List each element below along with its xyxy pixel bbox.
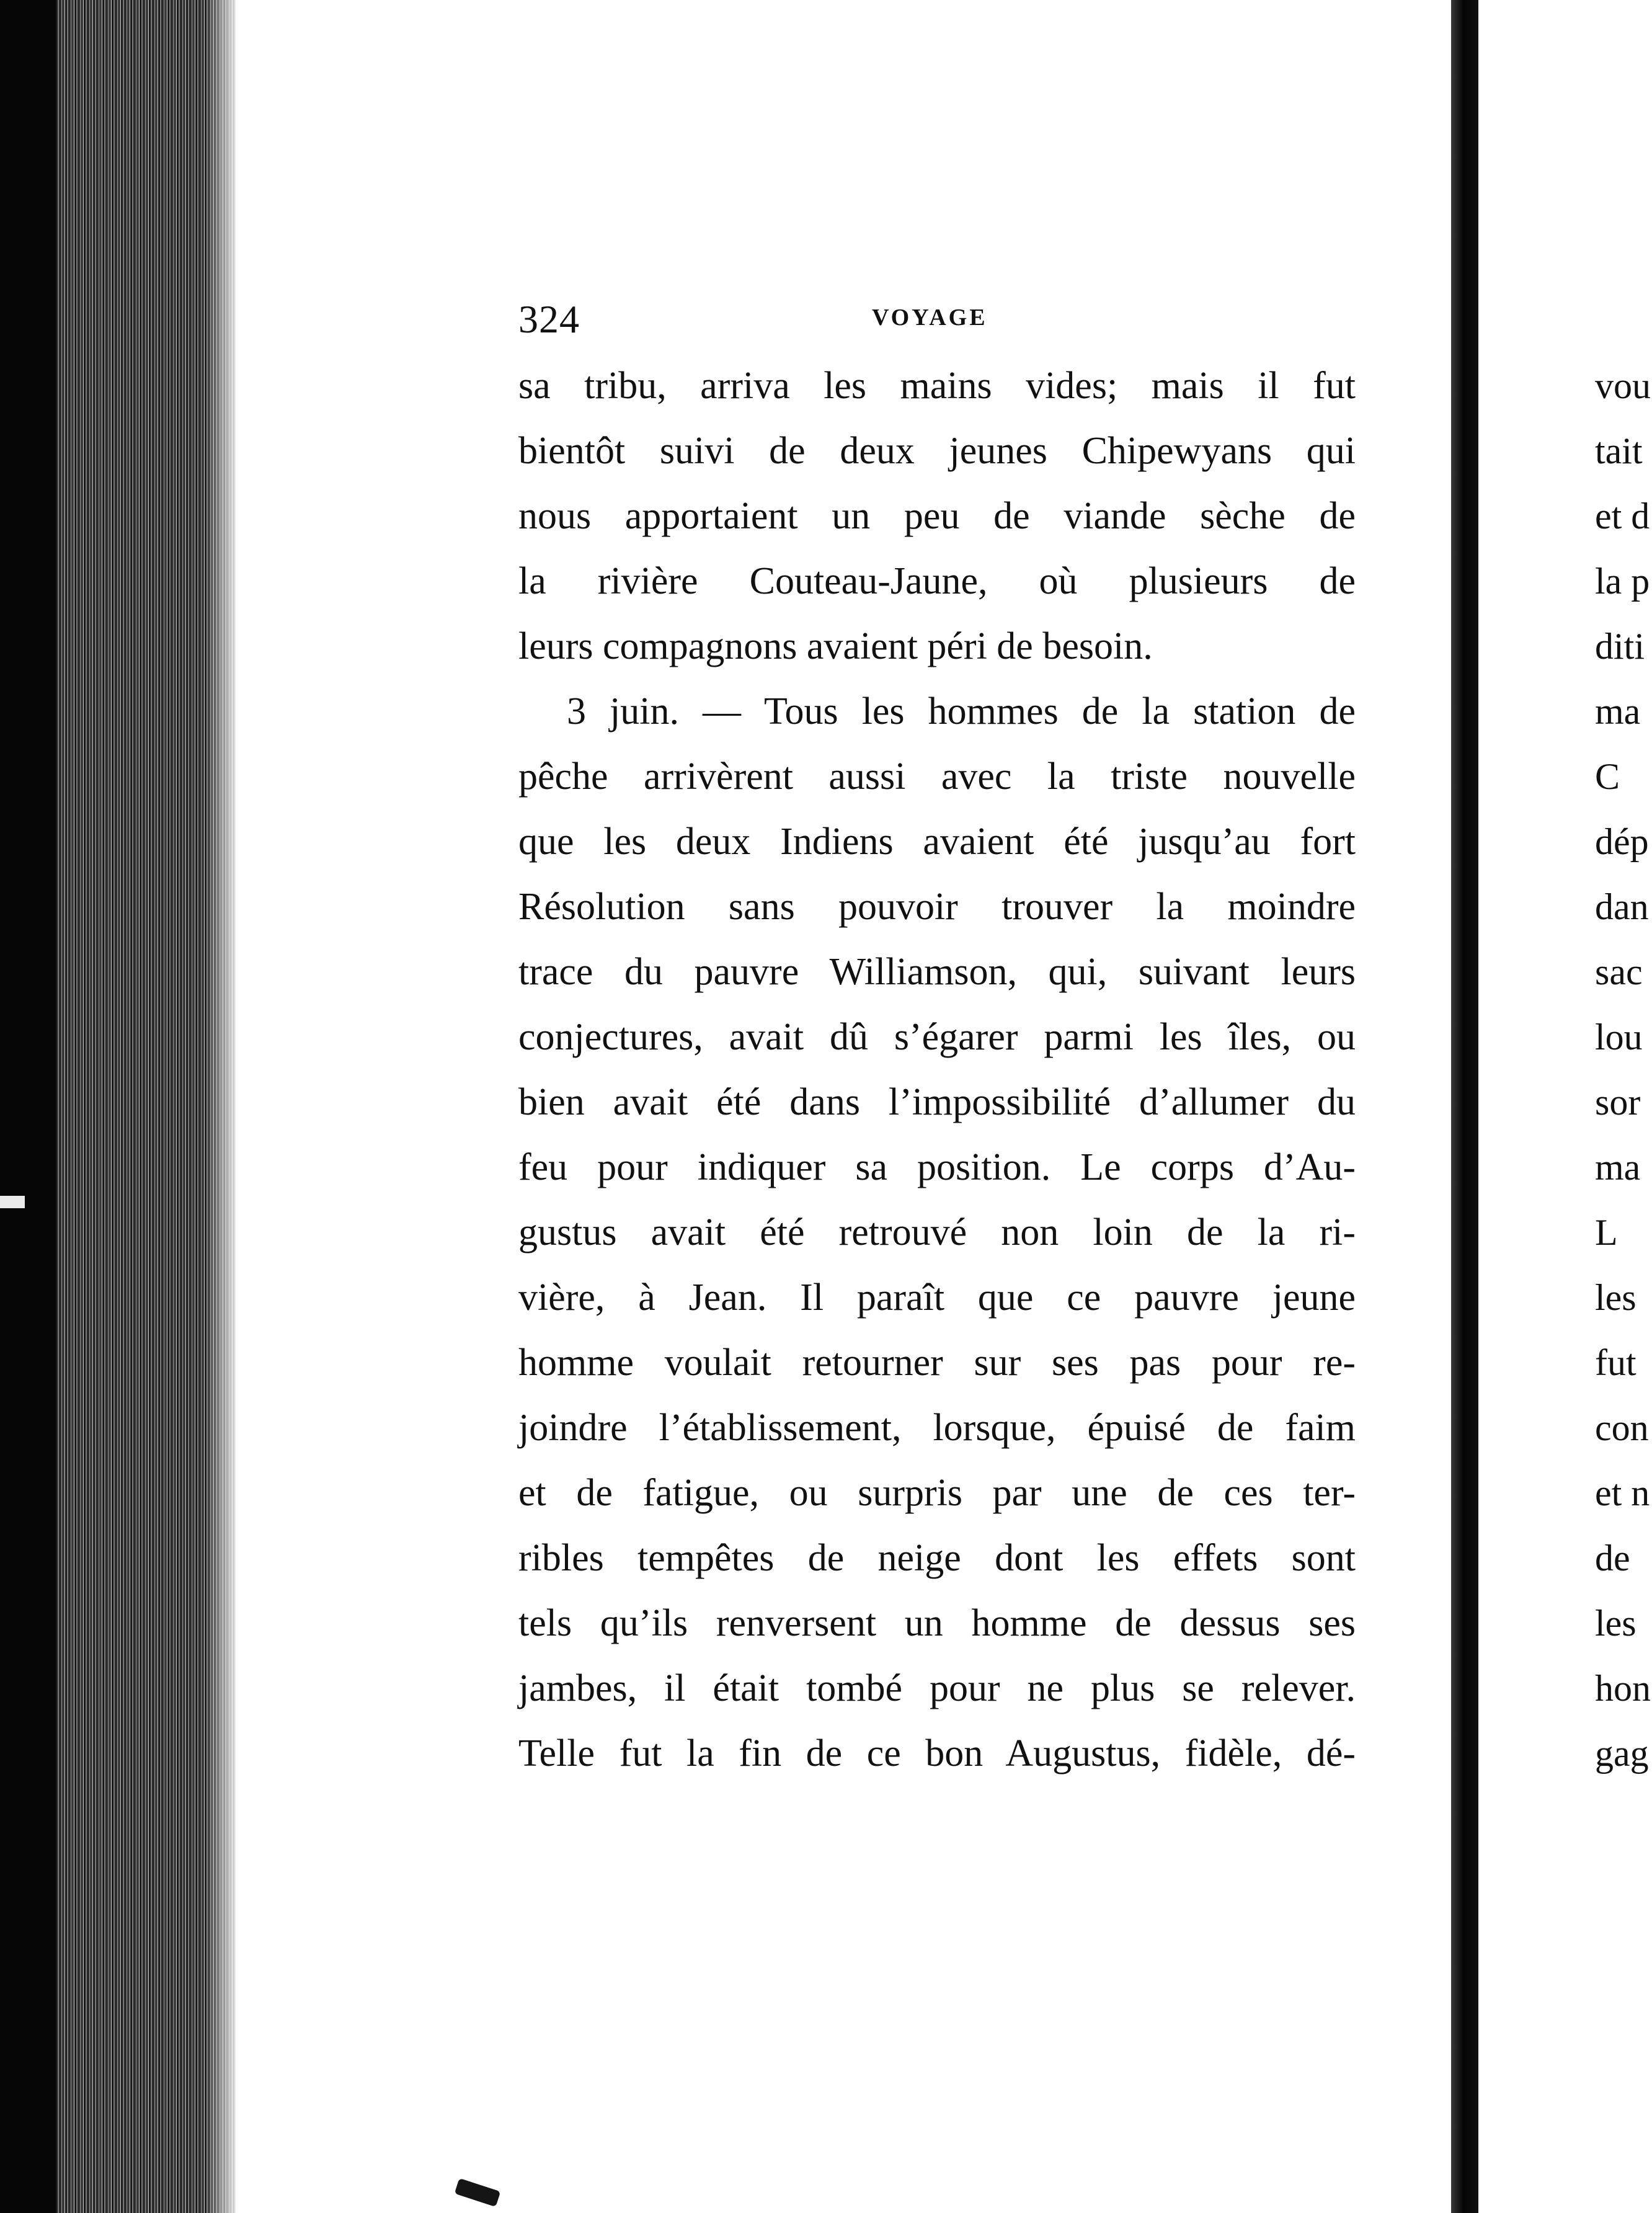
text-line: bientôt suivi de deux jeunes Chipewyans qui (518, 430, 1356, 472)
text-fragment: tait (1595, 430, 1643, 471)
text-line: nous apportaient un peu de viande sèche de (518, 495, 1356, 537)
text-line: et de fatigue, ou surpris par une de ces ter- (518, 1472, 1356, 1514)
running-title: VOYAGE (872, 305, 988, 331)
text-line: feu pour indiquer sa position. Le corps d’Au- (518, 1146, 1356, 1188)
text-line: trace du pauvre Williamson, qui, suivant leurs (518, 951, 1356, 993)
text-fragment: la p (1595, 561, 1650, 602)
text-line: jambes, il était tombé pour ne plus se relever. (518, 1667, 1356, 1709)
text-fragment: vou (1595, 365, 1651, 406)
text-line: leurs compagnons avaient péri de besoin. (518, 625, 1153, 667)
text-fragment: ma (1595, 691, 1641, 732)
page-edges (56, 0, 236, 2213)
text-line: gustus avait été retrouvé non loin de la ri- (518, 1211, 1356, 1253)
text-line: Résolution sans pouvoir trouver la moindre (518, 886, 1356, 928)
text-fragment: con (1595, 1407, 1649, 1448)
text-line: tels qu’ils renversent un homme de dessus ses (518, 1602, 1356, 1644)
text-fragment: les (1595, 1603, 1636, 1644)
text-line: homme voulait retourner sur ses pas pour re- (518, 1342, 1356, 1384)
text-line: bien avait été dans l’impossibilité d’allumer du (518, 1081, 1356, 1123)
text-fragment: dép (1595, 821, 1649, 862)
page-number: 324 (518, 297, 580, 341)
text-fragment: lou (1595, 1017, 1643, 1058)
text-fragment: L (1595, 1212, 1618, 1253)
text-line: 3 juin. — Tous les hommes de la station de (567, 690, 1356, 732)
text-fragment: fut (1595, 1342, 1636, 1383)
text-line: conjectures, avait dû s’égarer parmi les îles, ou (518, 1016, 1356, 1058)
text-fragment: et n (1595, 1472, 1650, 1513)
text-line: pêche arrivèrent aussi avec la triste nouvelle (518, 755, 1356, 798)
text-line: ribles tempêtes de neige dont les effets sont (518, 1537, 1356, 1579)
running-head (518, 296, 1356, 352)
right-page-text (1595, 354, 1652, 1786)
text-line: la rivière Couteau-Jaune, où plusieurs de (518, 560, 1356, 602)
text-line: sa tribu, arriva les mains vides; mais il fut (518, 365, 1356, 407)
book-gutter (1451, 0, 1478, 2213)
text-fragment: et d (1595, 496, 1650, 537)
scan-border-left (0, 0, 56, 2213)
text-fragment: sac (1595, 951, 1643, 992)
text-line: vière, à Jean. Il paraît que ce pauvre jeune (518, 1276, 1356, 1319)
text-fragment: les (1595, 1277, 1636, 1318)
text-fragment: C (1595, 756, 1620, 797)
scan-artifact (0, 1196, 25, 1208)
text-fragment: diti (1595, 626, 1645, 667)
text-fragment: hon (1595, 1668, 1651, 1709)
text-fragment: ma (1595, 1147, 1641, 1188)
body-text (518, 354, 1356, 1786)
text-line: Telle fut la fin de ce bon Augustus, fidèle, dé- (518, 1732, 1356, 1774)
text-fragment: dan (1595, 886, 1649, 927)
text-line: joindre l’établissement, lorsque, épuisé de faim (518, 1407, 1356, 1449)
text-fragment: gag (1595, 1733, 1649, 1774)
text-fragment: sor (1595, 1082, 1641, 1123)
text-line: que les deux Indiens avaient été jusqu’au fort (518, 821, 1356, 863)
text-fragment: de (1595, 1538, 1630, 1578)
